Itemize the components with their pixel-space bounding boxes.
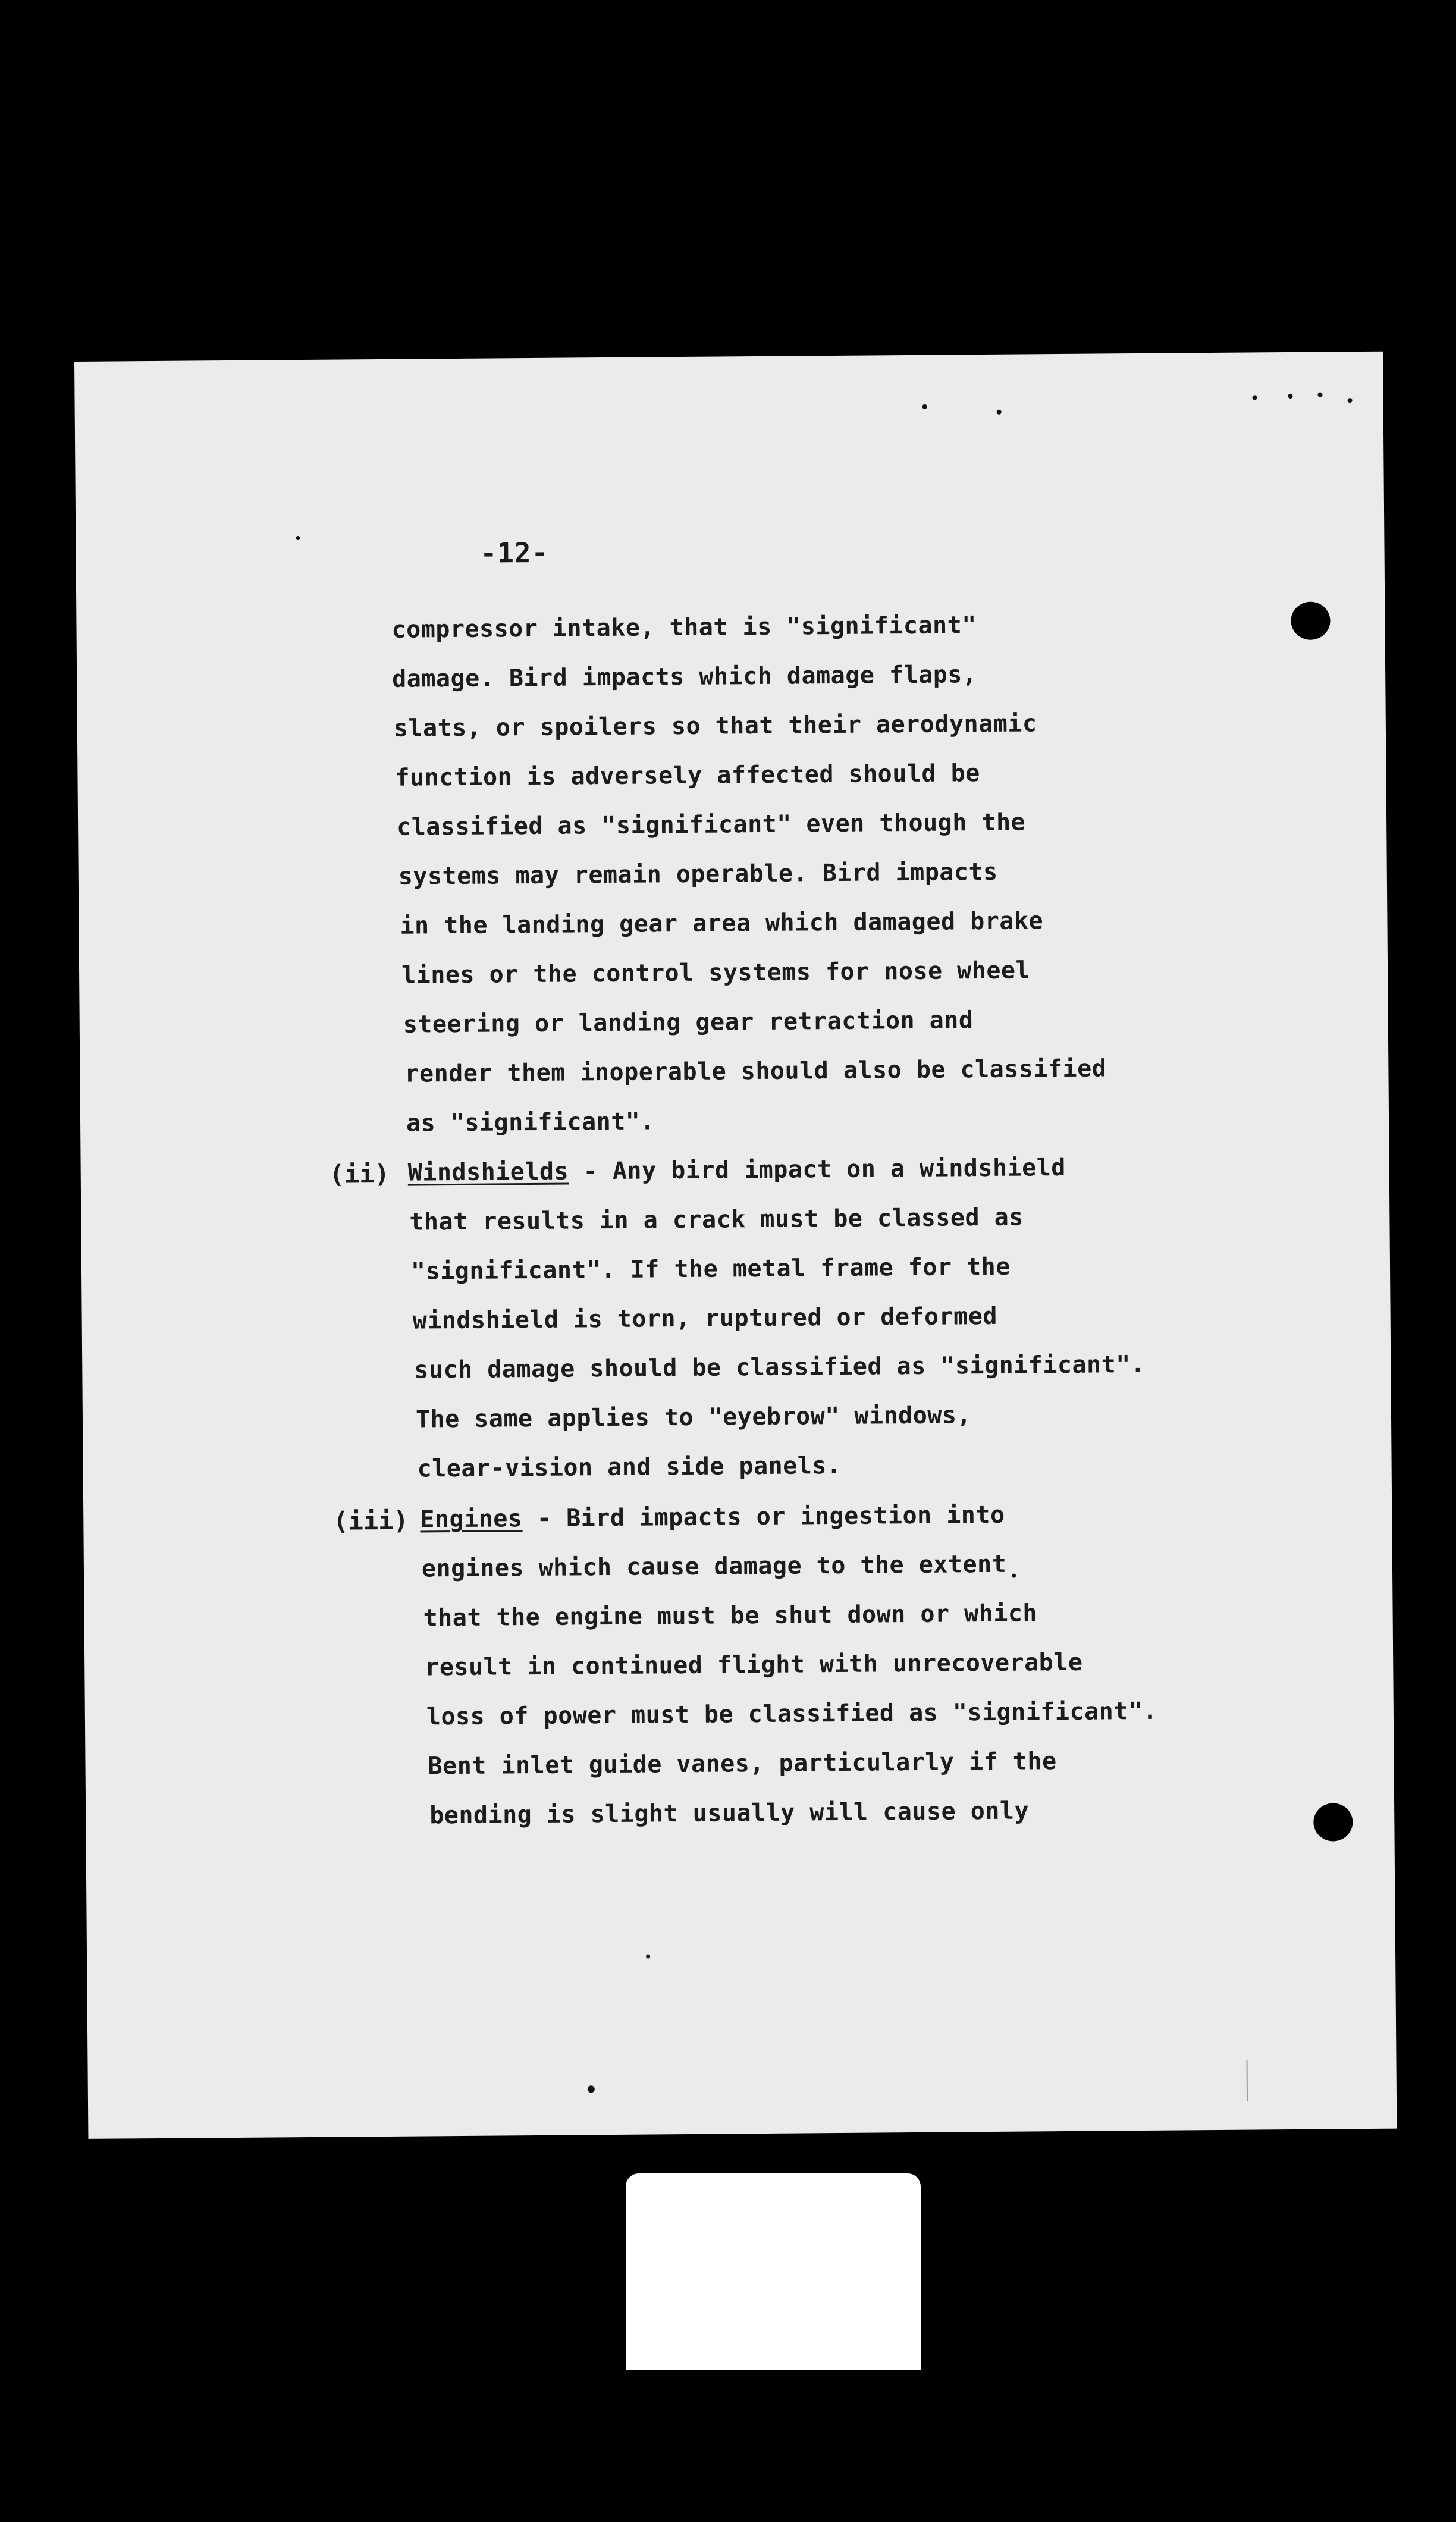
text-line: "significant". If the metal frame for the [410,1253,1011,1285]
engines-heading: Engines [420,1505,523,1533]
text-line: that results in a crack must be classed as [409,1203,1024,1236]
text-line: compressor intake, that is "significant" [391,611,977,644]
windshields-heading: Windshields [407,1158,569,1187]
punch-hole-bottom [1313,1803,1353,1842]
text-line: classified as "significant" even though the [396,808,1026,841]
text-line: engines which cause damage to the extent [421,1550,1007,1583]
speck [646,1954,650,1958]
text-line: result in continued flight with unrecoverable [425,1648,1083,1682]
speck [997,410,1002,415]
engines-first-rest: - Bird impacts or ingestion into [522,1501,1005,1533]
text-line: such damage should be classified as "significant". [414,1350,1146,1384]
text-line: steering or landing gear retraction and [403,1006,974,1039]
speck [1288,394,1292,399]
speck [588,2085,595,2093]
text-line: The same applies to "eyebrow" windows, [415,1401,972,1433]
text-line: Bent inlet guide vanes, particularly if the [428,1748,1057,1780]
speck [296,536,300,540]
windshields-first-rest: - Any bird impact on a windshield [568,1153,1066,1185]
speck [922,404,927,409]
text-line: lines or the control systems for nose wheel [401,956,1031,989]
text-line: as "significant". [406,1108,655,1137]
text-line: windshield is torn, ruptured or deformed [412,1302,998,1335]
text-line: slats, or spoilers so that their aerodynamic [393,710,1037,742]
text-line: function is adversely affected should be [395,760,980,792]
speck [1253,395,1257,400]
text-line: clear-vision and side panels. [417,1451,842,1483]
item-marker-iii: (iii) [333,1505,409,1536]
text-line: systems may remain operable. Bird impacts [398,858,998,890]
item-marker-ii: (ii) [329,1159,390,1189]
page-number: -12- [480,536,549,569]
speck [1317,393,1322,397]
text-line: that the engine must be shut down or which [423,1599,1038,1632]
speck [1348,398,1353,403]
text-line: bending is slight usually will cause only [429,1797,1030,1830]
scan-edge-line [1246,2060,1248,2101]
document-page [74,352,1397,2139]
text-line: damage. Bird impacts which damage flaps, [392,661,977,693]
windshields-first-line [408,1154,1066,1187]
text-line: in the landing gear area which damaged brake [400,907,1044,940]
engines-first-line [420,1501,1005,1533]
speck [1012,1574,1016,1578]
text-line: render them inoperable should also be classified [404,1055,1107,1088]
punch-hole-top [1291,601,1331,640]
white-card-tab [626,2173,921,2370]
text-line: loss of power must be classified as "significant". [426,1697,1158,1731]
